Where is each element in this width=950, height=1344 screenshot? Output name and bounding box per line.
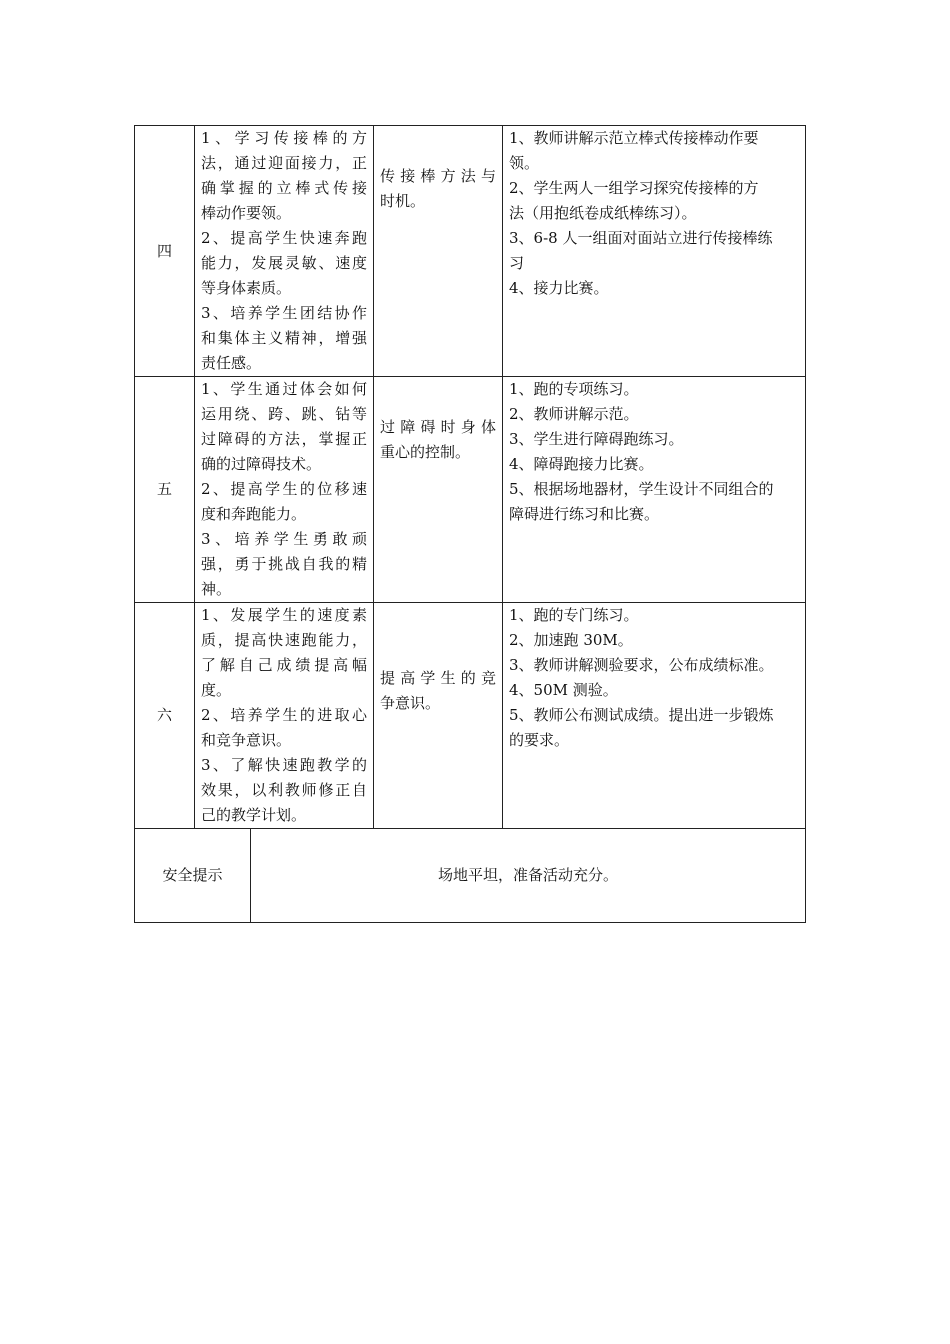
- focus-line: 传接棒方法与: [380, 167, 497, 185]
- process-line: 领。: [509, 154, 540, 172]
- safety-text: 场地平坦，准备活动充分。: [251, 829, 806, 923]
- objective-line: 等身体素质。: [201, 279, 292, 297]
- process-line: 2、学生两人一组学习探究传接棒的方: [509, 179, 759, 197]
- objective-line: 度。: [201, 681, 232, 699]
- focus-line: 争意识。: [380, 694, 441, 712]
- focus-cell: [374, 377, 503, 603]
- process-line: 1、教师讲解示范立棒式传接棒动作要: [509, 129, 759, 147]
- safety-label: 安全提示: [135, 829, 251, 923]
- objective-line: 3、培养学生勇敢顽: [201, 530, 368, 548]
- process-line: 1、跑的专门练习。: [509, 606, 639, 624]
- focus-cell: [374, 603, 503, 829]
- table-row: [135, 377, 806, 603]
- process-line: 3、6-8 人一组面对面站立进行传接棒练: [509, 229, 773, 247]
- objective-line: 法，通过迎面接力，正: [201, 154, 368, 172]
- objective-line: 神。: [201, 580, 232, 598]
- process-lines: [503, 126, 805, 301]
- objective-line: 3、培养学生团结协作: [201, 304, 368, 322]
- objective-line: 2、提高学生快速奔跑: [201, 229, 368, 247]
- process-line: 5、根据场地器材，学生设计不同组合的: [509, 480, 774, 498]
- safety-row: [135, 829, 806, 923]
- lesson-number: 六: [135, 603, 195, 829]
- focus-line: 提高学生的竞: [380, 669, 497, 687]
- objective-line: 了解自己成绩提高幅: [201, 656, 368, 674]
- process-line: 1、跑的专项练习。: [509, 380, 639, 398]
- process-lines: [503, 377, 805, 527]
- objectives-lines: [195, 126, 373, 376]
- objective-line: 1、学习传接棒的方: [201, 129, 368, 147]
- table-body: [135, 126, 806, 923]
- table-row: [135, 603, 806, 829]
- objective-line: 强，勇于挑战自我的精: [201, 555, 368, 573]
- process-cell: [503, 377, 806, 603]
- objective-line: 过障碍的方法，掌握正: [201, 430, 368, 448]
- objective-line: 2、提高学生的位移速: [201, 480, 368, 498]
- objective-line: 棒动作要领。: [201, 204, 292, 222]
- process-line: 2、加速跑 30M。: [509, 631, 633, 649]
- objectives-lines: [195, 377, 373, 602]
- objective-line: 3、了解快速跑教学的: [201, 756, 368, 774]
- process-line: 4、障碍跑接力比赛。: [509, 455, 654, 473]
- process-line: 障碍进行练习和比赛。: [509, 505, 660, 523]
- process-line: 4、50M 测验。: [509, 681, 618, 699]
- table-row: [135, 126, 806, 377]
- objective-line: 确的过障碍技术。: [201, 455, 322, 473]
- process-line: 5、教师公布测试成绩。提出进一步锻炼: [509, 706, 774, 724]
- process-line: 2、教师讲解示范。: [509, 405, 639, 423]
- objective-line: 2、培养学生的进取心: [201, 706, 368, 724]
- objective-line: 责任感。: [201, 354, 262, 372]
- process-line: 的要求。: [509, 731, 570, 749]
- objective-line: 效果，以利教师修正自: [201, 781, 368, 799]
- lesson-plan-table: [134, 125, 806, 923]
- objectives-cell: [195, 126, 374, 377]
- objectives-cell: [195, 377, 374, 603]
- lesson-number: 四: [135, 126, 195, 377]
- process-lines: [503, 603, 805, 753]
- process-line: 法（用抱纸卷成纸棒练习）。: [509, 204, 697, 222]
- objective-line: 1、发展学生的速度素: [201, 606, 368, 624]
- focus-lines: [374, 377, 502, 465]
- process-cell: [503, 603, 806, 829]
- objectives-lines: [195, 603, 373, 828]
- focus-line: 过障碍时身体: [380, 418, 497, 436]
- objective-line: 度和奔跑能力。: [201, 505, 307, 523]
- process-cell: [503, 126, 806, 377]
- objective-line: 己的教学计划。: [201, 806, 307, 824]
- process-line: 3、学生进行障碍跑练习。: [509, 430, 684, 448]
- focus-lines: [374, 603, 502, 716]
- objective-line: 确掌握的立棒式传接: [201, 179, 368, 197]
- objective-line: 运用绕、跨、跳、钻等: [201, 405, 368, 423]
- objective-line: 和集体主义精神，增强: [201, 329, 368, 347]
- objectives-cell: [195, 603, 374, 829]
- focus-cell: [374, 126, 503, 377]
- process-line: 习: [509, 254, 525, 272]
- lesson-number: 五: [135, 377, 195, 603]
- objective-line: 1、学生通过体会如何: [201, 380, 368, 398]
- focus-line: 重心的控制。: [380, 443, 471, 461]
- focus-line: 时机。: [380, 192, 426, 210]
- focus-lines: [374, 126, 502, 214]
- objective-line: 质，提高快速跑能力，: [201, 631, 368, 649]
- objective-line: 和竞争意识。: [201, 731, 292, 749]
- process-line: 4、接力比赛。: [509, 279, 609, 297]
- objective-line: 能力，发展灵敏、速度: [201, 254, 368, 272]
- process-line: 3、教师讲解测验要求，公布成绩标准。: [509, 656, 774, 674]
